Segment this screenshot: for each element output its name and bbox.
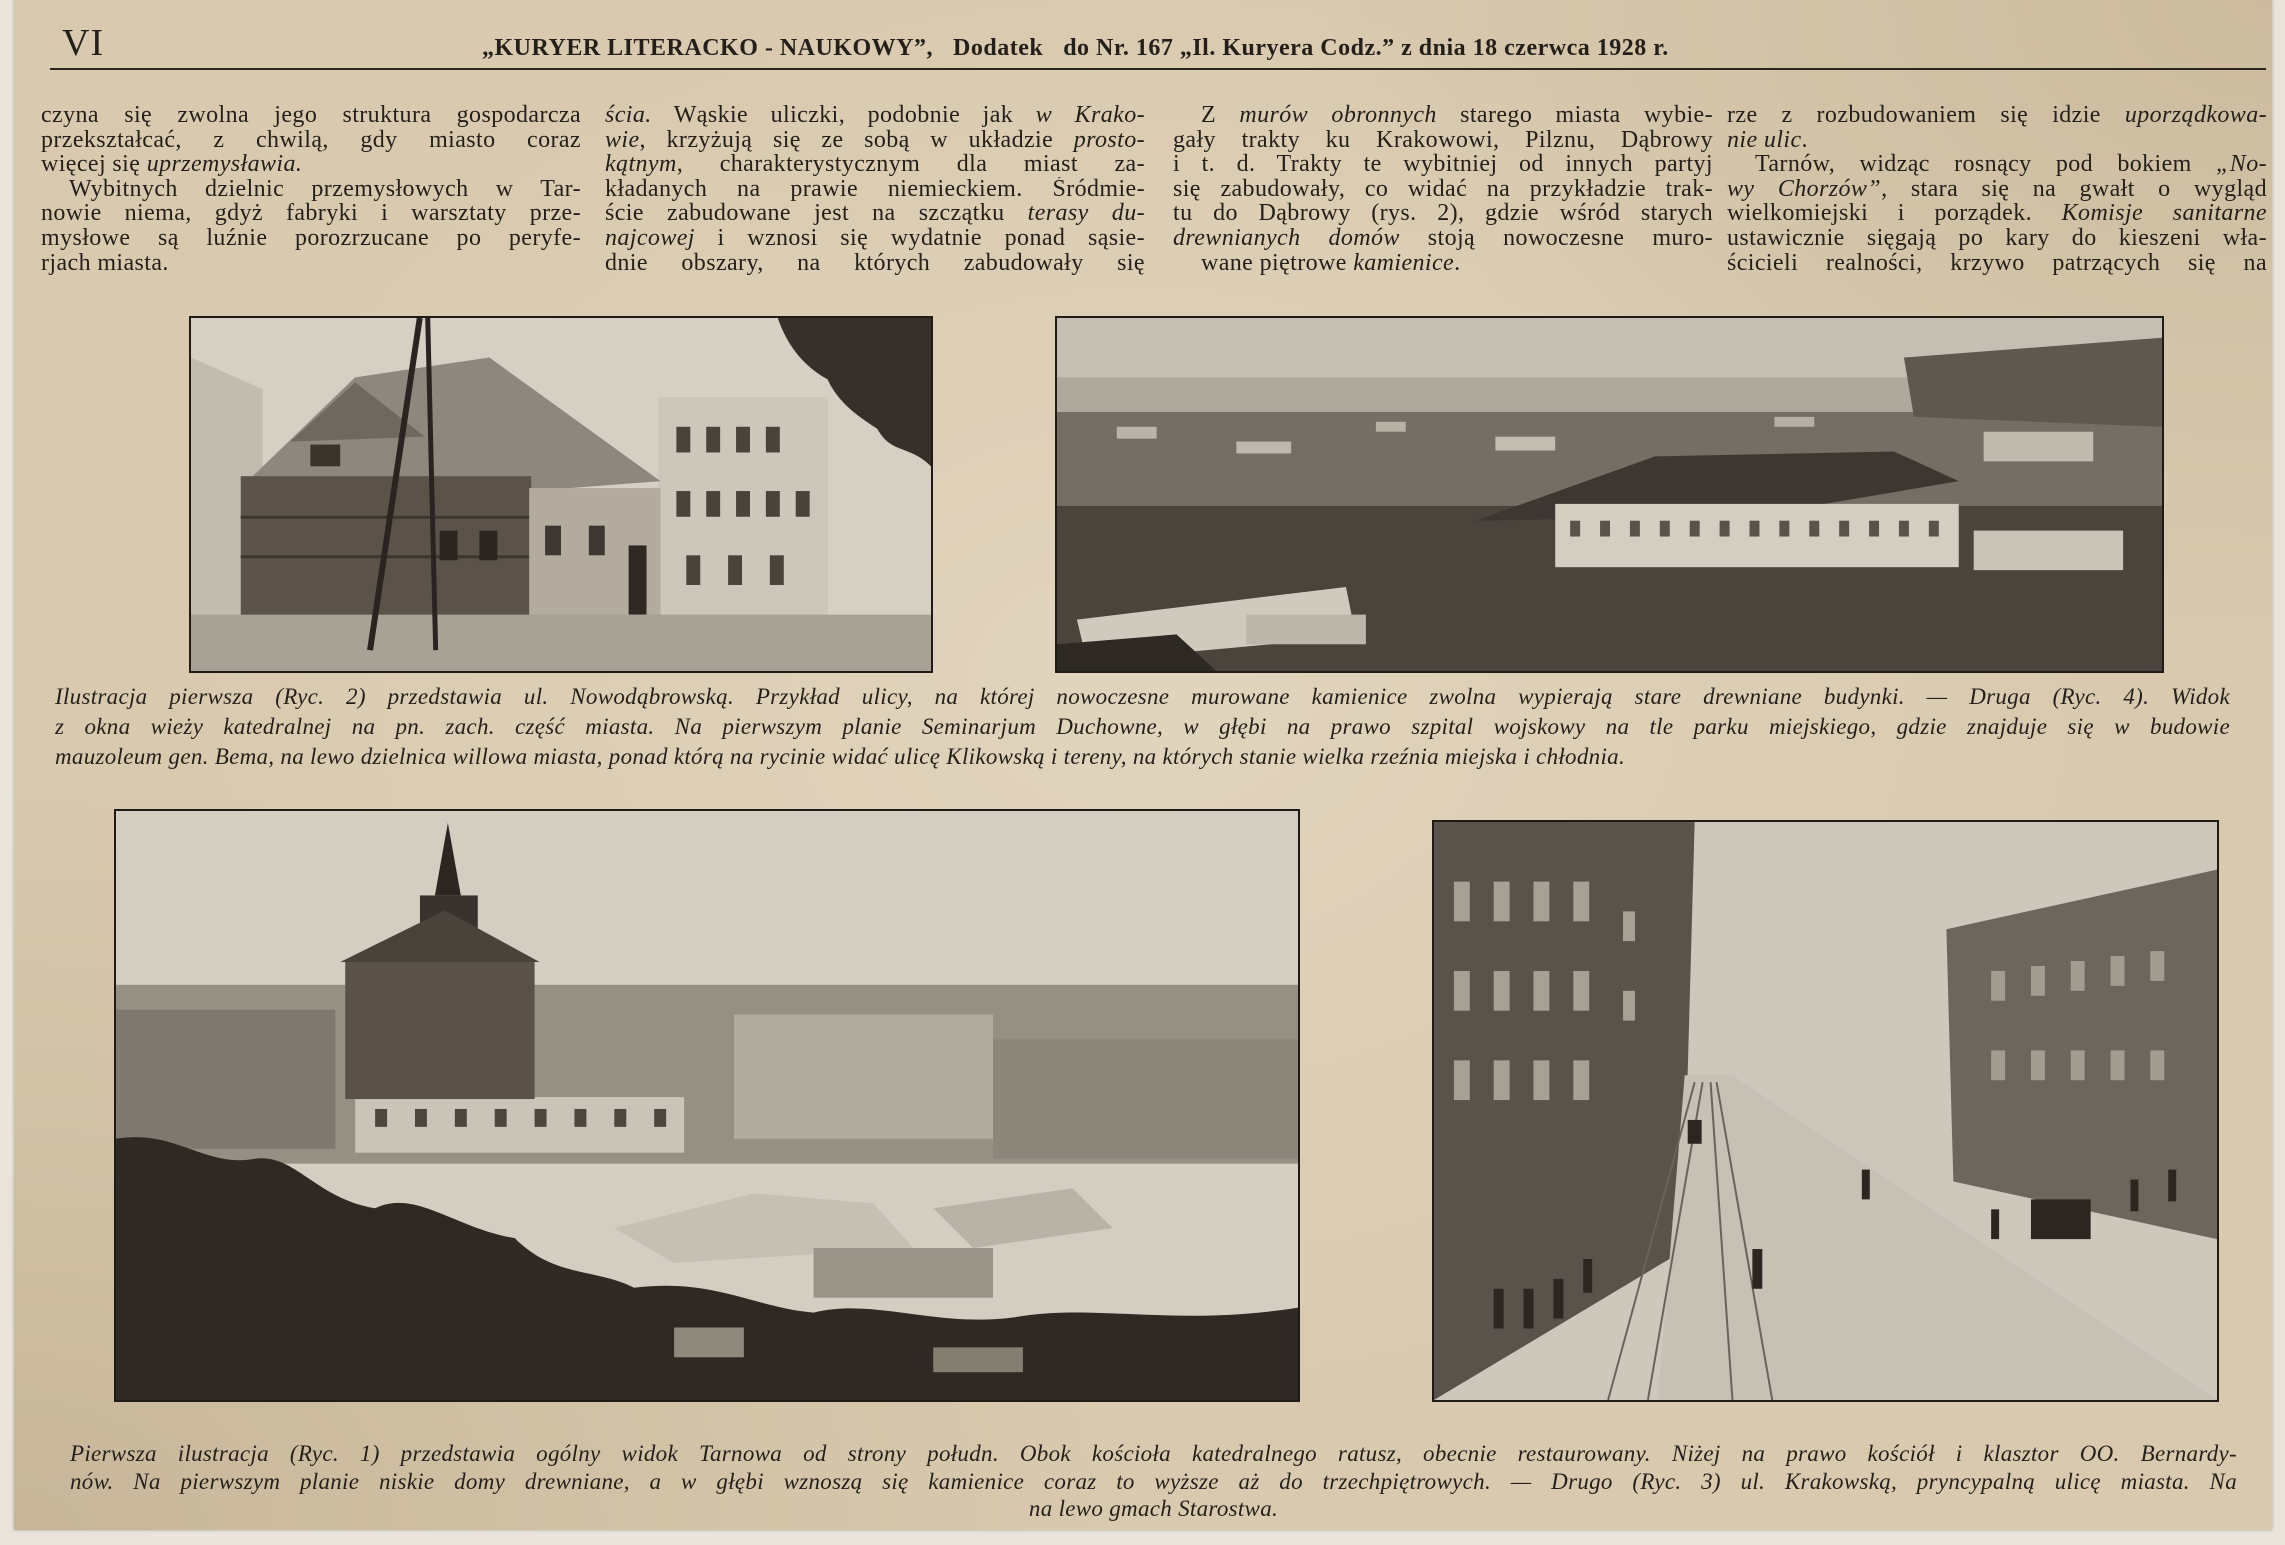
photo-nowodabrowska-street: [189, 316, 933, 673]
text-column-3: [1173, 103, 1713, 275]
right-buildings: [1946, 870, 2217, 1239]
text-line: [1173, 177, 1713, 202]
italic-text: w Krako-: [1035, 103, 1145, 128]
text-line: [1173, 152, 1713, 177]
photo-image: [116, 811, 1298, 1400]
caption-figures-2-4: [55, 682, 2230, 772]
page-number: VI: [62, 22, 105, 64]
text-run: Ilustracja pierwsza (Ryc. 2) przedstawia ul. Nowodąbrowską. Przykład ulicy, na której nowoczesne murowane kamienice zwolna wypierają stare drewniane budynki. — Druga (Ryc. 4). Widok: [55, 684, 2230, 709]
text-run: gały trakty ku Krakowowi, Pilznu, Dąbrowy: [1173, 127, 1713, 153]
text-run: Wąskie uliczki, podobnie jak: [651, 103, 1036, 128]
text-run: mauzoleum gen. Bema, na lewo dzielnica willowa miasta, ponad którą na rycinie widać ulicę Klikowską i tereny, na których stanie wielka rzeźnia miejska i chłodnia.: [55, 744, 1626, 769]
text-line: [41, 201, 581, 226]
italic-text: „No-: [2216, 152, 2267, 177]
text-line: [605, 152, 1145, 177]
text-line: [55, 682, 2230, 712]
italic-text: prosto-: [1073, 127, 1145, 153]
text-line: [1727, 152, 2267, 177]
text-run: i wznosi się wydatnie ponad sąsie-: [694, 225, 1145, 251]
masthead: [482, 33, 1669, 63]
text-line: [70, 1440, 2237, 1468]
text-line: [1727, 251, 2267, 276]
text-run: stoją nowoczesne muro-: [1399, 225, 1713, 251]
text-run: .: [1801, 127, 1808, 153]
text-line: [1727, 177, 2267, 202]
text-run: więcej się: [41, 152, 147, 177]
text-run: ście zabudowane jest na szczątku: [605, 201, 1028, 226]
masthead-issue: do Nr. 167 „Il. Kuryera Codz.” z dnia 18 czerwca 1928 r.: [1063, 35, 1669, 61]
text-column-2: [605, 103, 1145, 275]
text-line: [605, 177, 1145, 202]
text-line: [41, 128, 581, 153]
photo-tarnow-panorama: [114, 809, 1300, 1402]
text-run: Tarnów, widząc rosnący pod bokiem: [1755, 152, 2217, 177]
italic-text: kamienice: [1353, 250, 1455, 276]
text-run: Z: [1201, 103, 1240, 128]
text-line: [41, 152, 581, 177]
text-run: z okna wieży katedralnej na pn. zach. część miasta. Na pierwszym planie Seminarjum Duchowne, w głębi na prawo szpital wojskowy na tle parku miejskiego, gdzie znajduje się w budowie: [55, 714, 2230, 739]
ground: [191, 615, 931, 671]
masthead-supplement: Dodatek: [953, 35, 1044, 61]
old-town-buildings: [116, 985, 1298, 1164]
photo-image: [191, 318, 931, 671]
photo-view-from-cathedral-tower: [1055, 316, 2164, 673]
italic-text: wy Chorzów”: [1727, 176, 1882, 202]
photo-image: [1434, 822, 2217, 1400]
text-run: nowie niema, gdyż fabryki i warsztaty prze-: [41, 201, 581, 226]
italic-text: murów obronnych: [1239, 103, 1437, 128]
text-line: [1727, 226, 2267, 251]
italic-text: najcowej: [605, 225, 695, 251]
italic-text: drewnianych domów: [1173, 225, 1400, 251]
header-rule: [50, 68, 2266, 70]
photo-image: [1057, 318, 2162, 671]
text-run: wielkomiejski i porządek.: [1727, 201, 2062, 226]
text-line: [1173, 128, 1713, 153]
caption-figures-1-3: [70, 1440, 2237, 1523]
text-run: Pierwsza ilustracja (Ryc. 1) przedstawia ogólny widok Tarnowa od strony połudn. Obok kościoła katedralnego ratusz, obecnie restaurowany. Niżej na prawo kościół i klasztor OO. Bernardy-: [70, 1441, 2237, 1466]
italic-text: wie: [605, 127, 640, 153]
text-run: tu do Dąbrowy (rys. 2), gdzie wśród starych: [1173, 201, 1713, 226]
text-line: [605, 201, 1145, 226]
text-run: mysłowe są luźnie porozrzucane po peryfe-: [41, 225, 581, 251]
text-run: czyna się zwolna jego struktura gospodarcza: [41, 103, 581, 128]
text-line: [1173, 226, 1713, 251]
text-run: ustawicznie sięgają po kary do kieszeni wła-: [1727, 225, 2267, 251]
text-line: [1727, 128, 2267, 153]
text-line: [70, 1495, 2237, 1523]
text-run: przekształcać, z chwilą, gdy miasto coraz: [41, 127, 581, 153]
text-column-1: [41, 103, 581, 275]
text-line: [55, 742, 2230, 772]
text-line: [1727, 103, 2267, 128]
text-run: Wybitnych dzielnic przemysłowych w Tar-: [69, 176, 581, 202]
text-line: [41, 251, 581, 276]
text-line: [1173, 103, 1713, 128]
text-run: nów. Na pierwszym planie niskie domy drewniane, a w głębi wznoszą się kamienice coraz to wyższe aż do trzechpiętrowych. — Drugo (Ryc. 3) ul. Krakowską, pryncypalną ulicę miasta. Na: [70, 1468, 2237, 1494]
italic-text: uporządkowa-: [2124, 103, 2267, 128]
text-line: [1173, 251, 1713, 276]
text-column-4: [1727, 103, 2267, 275]
text-run: na lewo gmach Starostwa.: [1028, 1496, 1279, 1521]
text-run: rze z rozbudowaniem się idzie: [1727, 103, 2125, 128]
text-line: [605, 103, 1145, 128]
brick-building: [658, 397, 827, 619]
italic-text: kątnym: [605, 152, 677, 177]
text-line: [70, 1468, 2237, 1496]
italic-text: Komisje sanitarne: [2061, 201, 2267, 226]
masthead-title: „KURYER LITERACKO - NAUKOWY”,: [482, 35, 934, 61]
italic-text: nie ulic: [1727, 127, 1802, 153]
text-line: [41, 226, 581, 251]
text-run: .: [1454, 250, 1461, 276]
italic-text: ścia.: [605, 103, 652, 128]
text-line: [41, 177, 581, 202]
text-line: [605, 251, 1145, 276]
text-run: , krzyżują się ze sobą w układzie: [639, 127, 1074, 153]
photo-krakowska-street: [1432, 820, 2219, 1402]
text-line: [605, 128, 1145, 153]
text-run: , stara się na gwałt o wygląd: [1881, 176, 2267, 202]
text-line: [55, 712, 2230, 742]
text-run: starego miasta wybie-: [1436, 103, 1713, 128]
text-run: i t. d. Trakty te wybitniej od innych partyj: [1173, 152, 1713, 177]
text-line: [1727, 201, 2267, 226]
text-line: [41, 103, 581, 128]
text-run: , charakterystycznym dla miast za-: [676, 152, 1145, 177]
text-run: wane piętrowe: [1201, 250, 1354, 276]
italic-text: terasy du-: [1027, 201, 1145, 226]
text-run: kładanych na prawie niemieckiem. Śródmie-: [605, 176, 1145, 202]
italic-text: uprzemysławia.: [146, 152, 303, 177]
text-run: się zabudowały, co widać na przykładzie trak-: [1173, 176, 1713, 202]
text-line: [1173, 201, 1713, 226]
text-line: [605, 226, 1145, 251]
text-run: dnie obszary, na których zabudowały się: [605, 250, 1145, 276]
text-run: ścicieli realności, krzywo patrzących się na: [1727, 250, 2267, 276]
text-run: rjach miasta.: [41, 250, 169, 276]
